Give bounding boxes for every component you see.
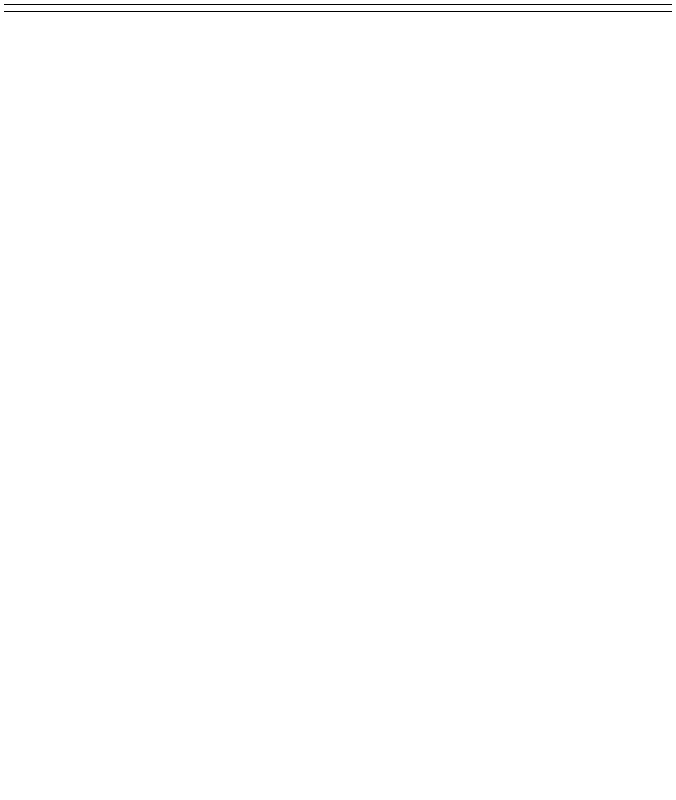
header-pm [627, 5, 672, 12]
header-mutation [234, 5, 333, 12]
header-protein-function [399, 5, 502, 12]
header-flybase-name [333, 5, 399, 12]
header-comp-group [4, 5, 66, 12]
header-alleles [66, 5, 122, 12]
header-map-position [122, 5, 177, 12]
header-comp-test [177, 5, 234, 12]
header-reference [572, 5, 627, 12]
header-extant-function [502, 5, 572, 12]
complementation-table [4, 4, 672, 12]
header-row [4, 5, 672, 12]
